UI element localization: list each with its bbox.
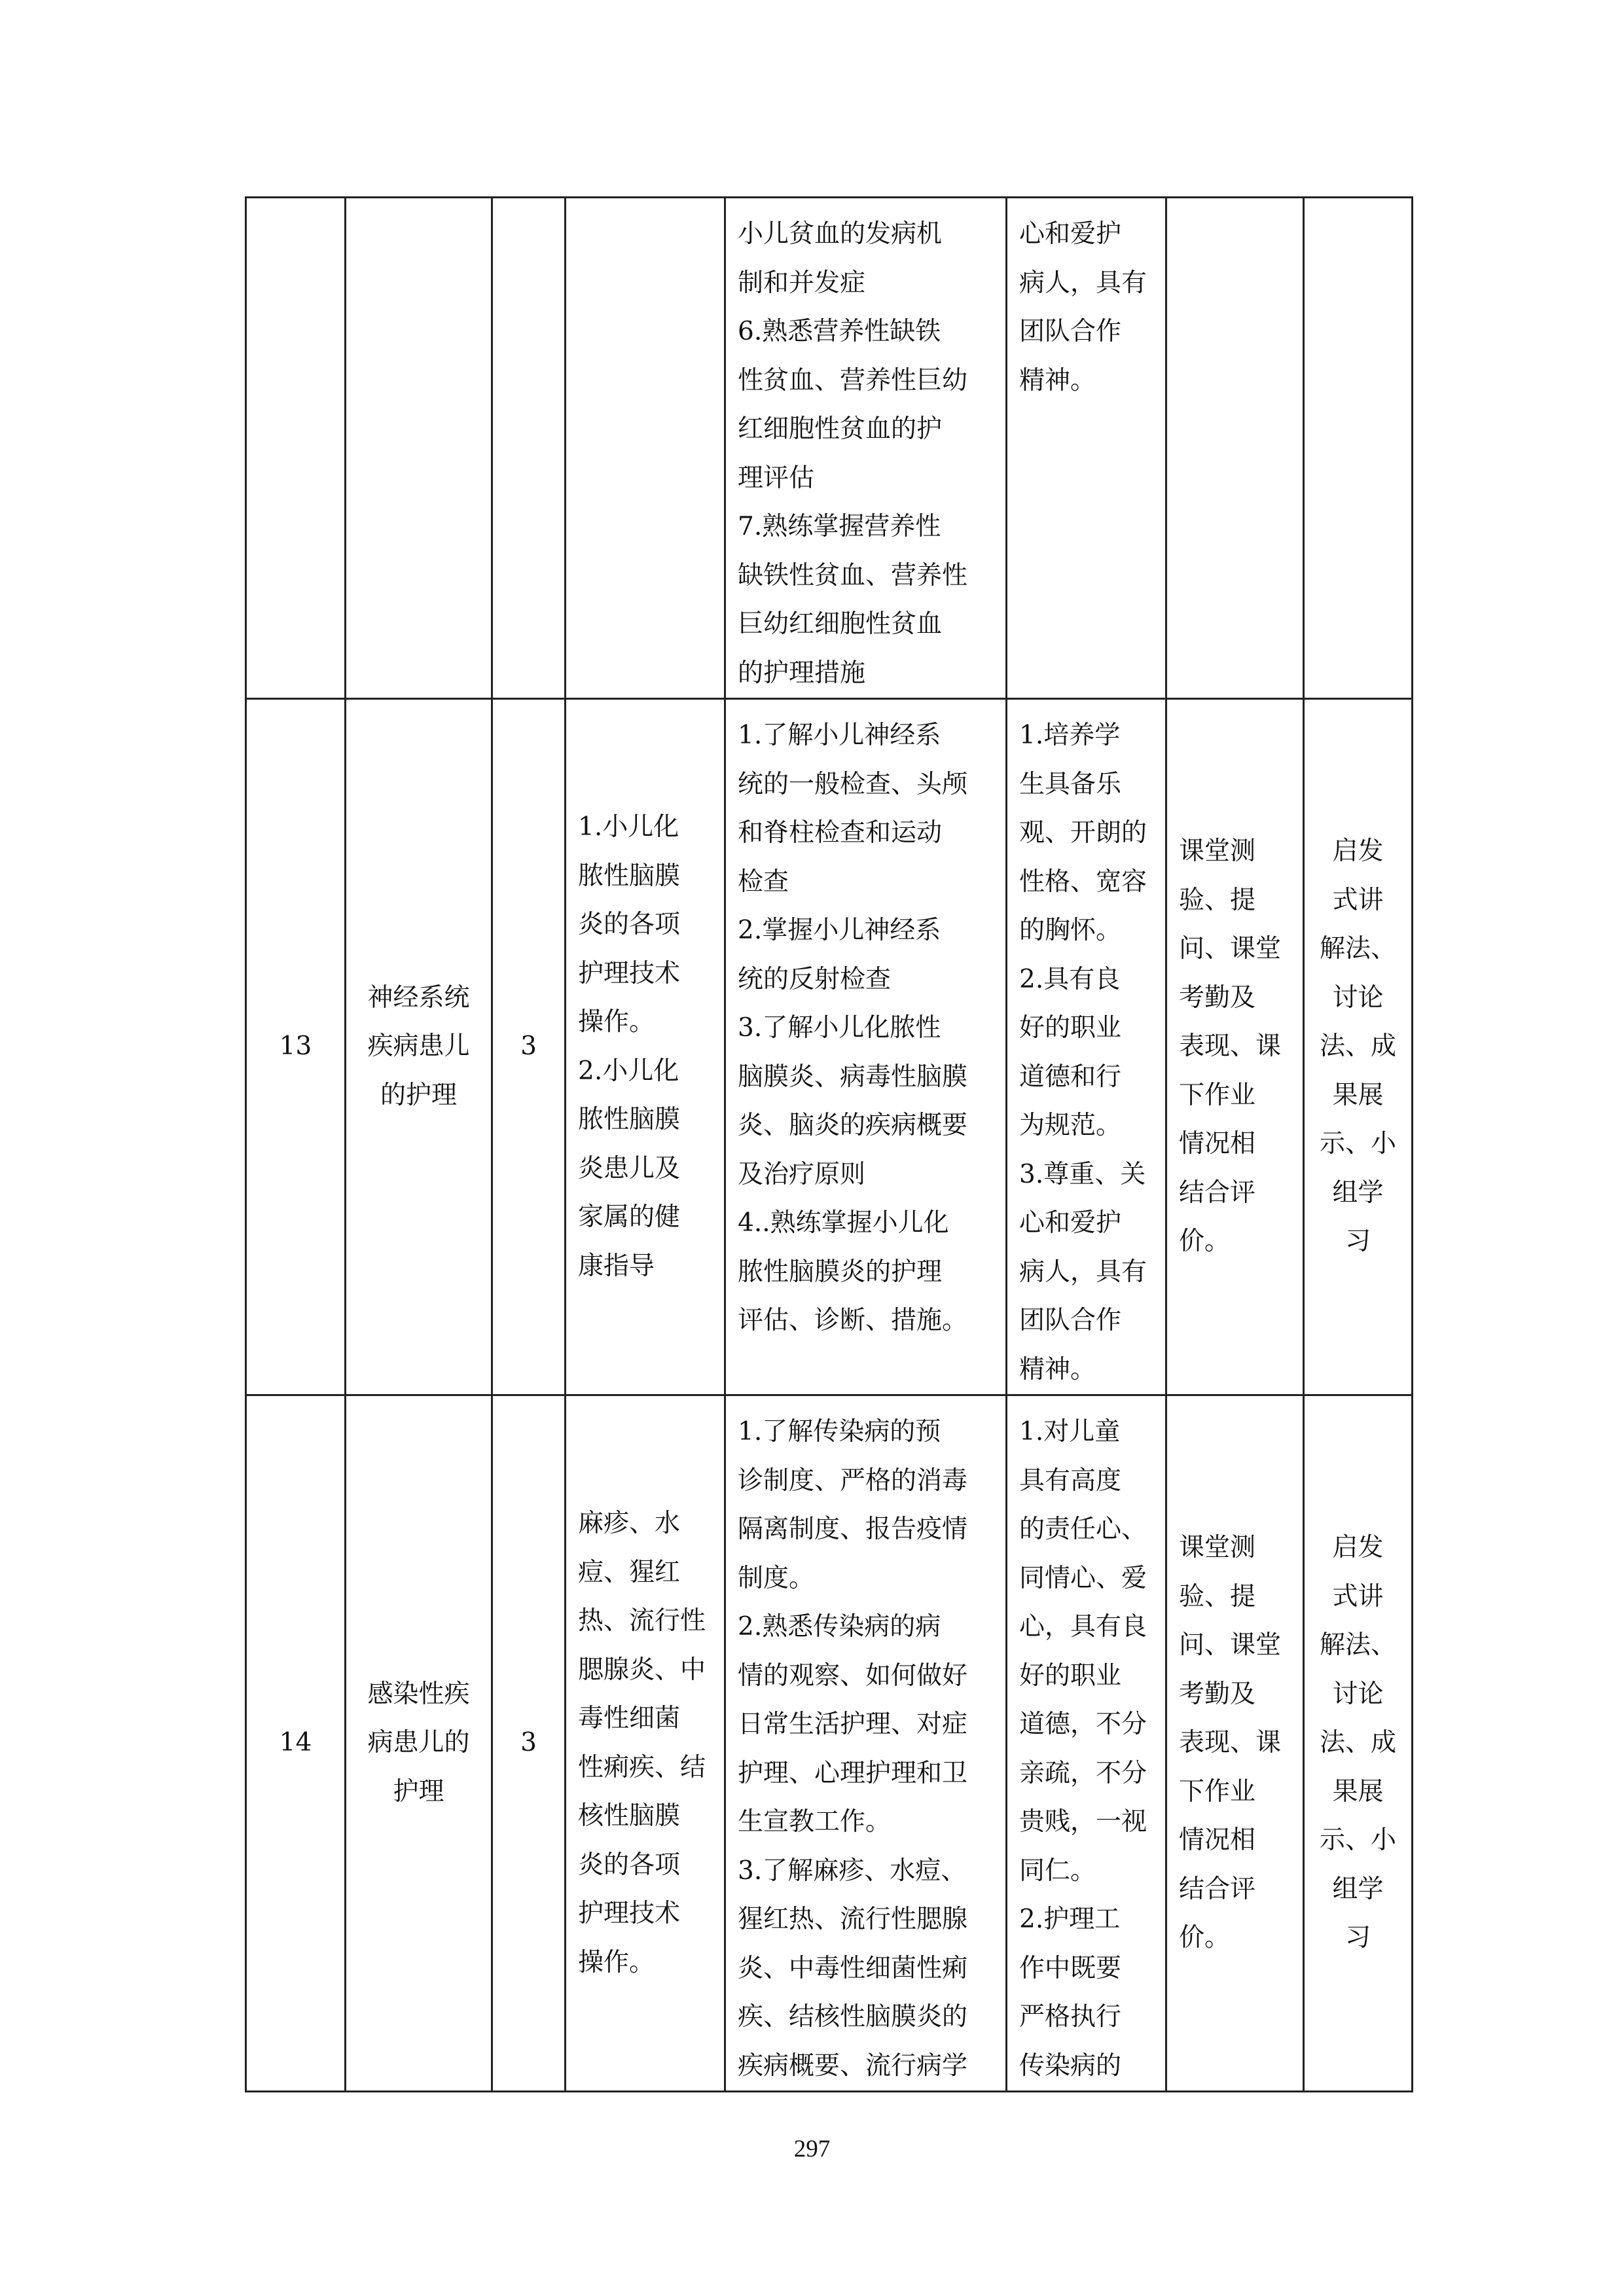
table-row <box>246 1395 1413 2092</box>
module-cell <box>346 699 492 1395</box>
cell-text-line: 心和爱护 <box>1019 1208 1122 1238</box>
cell-text-line: 脑膜炎、病毒性脑膜 <box>738 1062 968 1092</box>
cell-text-line: 腮腺炎、中 <box>578 1655 706 1685</box>
cell-text-line: 生具备乐 <box>1019 769 1122 799</box>
cell-text-line: 热、流行性 <box>578 1606 706 1636</box>
cell-text-line: 小儿贫血的发病机 <box>738 219 943 249</box>
cell-text-line: 评估、诊断、措施。 <box>738 1306 968 1335</box>
cell-text-line: 解法、 <box>1319 934 1396 964</box>
cell-text-line: 制和并发症 <box>738 268 866 298</box>
cell-text-line: 及治疗原则 <box>738 1159 866 1189</box>
cell-text-line: 护理 <box>393 1776 444 1806</box>
cell-text-line: 精神。 <box>1019 365 1096 395</box>
cell-text-line: 团队合作 <box>1019 1306 1122 1335</box>
cell-text-line: 的责任心、 <box>1019 1515 1147 1544</box>
cell-text-line: 操作。 <box>578 1007 655 1037</box>
cell-text-line: 7.熟练掌握营养性 <box>738 512 941 541</box>
cell-text-line: 下作业 <box>1179 1080 1256 1110</box>
cell-text-line: 疾病概要、流行病学 <box>738 2051 968 2081</box>
cell-text-line: 制度。 <box>738 1563 815 1593</box>
cell-text-line: 2.具有良 <box>1019 964 1121 994</box>
cell-text-line: 组学 <box>1332 1874 1384 1904</box>
cell-text-line: 好的职业 <box>1019 1013 1122 1043</box>
quality-cell <box>1007 1395 1166 2092</box>
assessment-cell <box>1166 1395 1304 2092</box>
cell-text-line: 性格、宽容 <box>1019 867 1147 897</box>
cell-text-line: 家属的健 <box>578 1202 681 1232</box>
cell-text-line: 3.尊重、关 <box>1019 1159 1146 1189</box>
cell-text-line: 康指导 <box>578 1251 655 1281</box>
cell-text-line: 炎患儿及 <box>578 1153 681 1183</box>
cell-text-line: 操作。 <box>578 1947 655 1977</box>
cell-text-line: 诊制度、严格的消毒 <box>738 1465 968 1496</box>
cell-text-line: 2.熟悉传染病的病 <box>738 1612 941 1641</box>
cell-text-line: 考勤及 <box>1179 982 1256 1013</box>
cell-text-line: 护理技术 <box>578 1899 681 1928</box>
cell-text-line: 生宣教工作。 <box>738 1807 892 1837</box>
cell-text-line: 团队合作 <box>1019 317 1122 346</box>
cell-text-line: 检查 <box>738 867 789 897</box>
cell-text-line: 病人，具有 <box>1019 268 1147 298</box>
cell-text-line: 病人，具有 <box>1019 1257 1147 1287</box>
cell-text-line: 脓性脑膜炎的护理 <box>738 1257 943 1287</box>
hours-cell: 3 <box>492 699 566 1395</box>
cell-text-line: 价。 <box>1179 1923 1231 1953</box>
cell-text-line: 炎、中毒性细菌性痢 <box>738 1953 968 1983</box>
cell-text-line: 验、提 <box>1179 1581 1256 1611</box>
cell-text-line: 问、课堂 <box>1179 1630 1282 1660</box>
cell-text-line: 习 <box>1344 1227 1371 1257</box>
cell-text-line: 果展 <box>1332 1776 1384 1806</box>
cell-text-line: 法、成 <box>1319 1031 1396 1062</box>
cell-text-line: 习 <box>1344 1923 1371 1953</box>
skills-cell <box>566 699 725 1395</box>
cell-text-line: 道德和行 <box>1019 1062 1122 1092</box>
method-cell <box>1304 1395 1413 2092</box>
assessment-cell <box>1166 699 1304 1395</box>
cell-text-line: 情况相 <box>1179 1129 1256 1159</box>
cell-text-line: 巨幼红细胞性贫血 <box>738 609 943 639</box>
cell-text-line: 情的观察、如何做好 <box>738 1660 968 1691</box>
cell-text-line: 疾、结核性脑膜炎的 <box>738 2002 968 2032</box>
cell-text-line: 1.对儿童 <box>1019 1417 1121 1446</box>
cell-text-line: 统的一般检查、头颅 <box>738 769 968 799</box>
cell-text-line: 性痢疾、结 <box>578 1752 706 1782</box>
module-cell <box>346 1395 492 2092</box>
cell-text-line: 2.小儿化 <box>578 1056 679 1086</box>
knowledge-cell <box>725 1395 1007 2092</box>
quality-cell <box>1007 699 1166 1395</box>
cell-text-line: 2.护理工 <box>1019 1905 1121 1934</box>
method-cell <box>1304 198 1413 699</box>
cell-text-line: 红细胞性贫血的护 <box>738 414 943 444</box>
table-row <box>246 198 1413 699</box>
cell-text-line: 法、成 <box>1319 1728 1396 1758</box>
cell-text-line: 讨论 <box>1332 1679 1384 1709</box>
assessment-cell <box>1166 198 1304 699</box>
cell-text-line: 解法、 <box>1319 1630 1396 1660</box>
cell-text-line: 组学 <box>1332 1177 1384 1208</box>
cell-text-line: 表现、课 <box>1179 1728 1282 1758</box>
cell-text-line: 脓性脑膜 <box>578 861 681 891</box>
cell-text-line: 课堂测 <box>1179 1533 1256 1563</box>
cell-text-line: 核性脑膜 <box>578 1801 681 1831</box>
cell-text-line: 缺铁性贫血、营养性 <box>738 560 968 590</box>
cell-text-line: 炎、脑炎的疾病概要 <box>738 1111 968 1140</box>
index-cell <box>246 198 346 699</box>
cell-text-line: 统的反射检查 <box>738 964 892 994</box>
cell-text-line: 神经系统 <box>367 982 470 1013</box>
cell-text-line: 情况相 <box>1179 1825 1256 1856</box>
index-cell: 14 <box>246 1395 346 2092</box>
cell-text-line: 同仁。 <box>1019 1856 1096 1886</box>
cell-text-line: 式讲 <box>1332 1581 1384 1611</box>
cell-text-line: 3.了解小儿化脓性 <box>738 1013 941 1043</box>
cell-text-line: 日常生活护理、对症 <box>738 1710 968 1739</box>
cell-text-line: 作中既要 <box>1019 1953 1122 1983</box>
cell-text-line: 考勤及 <box>1179 1679 1256 1709</box>
cell-text-line: 传染病的 <box>1019 2051 1122 2081</box>
cell-text-line: 好的职业 <box>1019 1660 1122 1691</box>
index-cell: 13 <box>246 699 346 1395</box>
cell-text-line: 亲疏，不分 <box>1019 1758 1147 1788</box>
cell-text-line: 护理、心理护理和卫 <box>738 1758 968 1788</box>
cell-text-line: 结合评 <box>1179 1177 1256 1208</box>
cell-text-line: 炎的各项 <box>578 1850 681 1880</box>
cell-text-line: 价。 <box>1179 1227 1231 1257</box>
cell-text-line: 果展 <box>1332 1080 1384 1110</box>
cell-text-line: 炎的各项 <box>578 910 681 939</box>
cell-text-line: 验、提 <box>1179 885 1256 915</box>
table-row <box>246 699 1413 1395</box>
cell-text-line: 的胸怀。 <box>1019 916 1122 945</box>
cell-text-line: 问、课堂 <box>1179 934 1282 964</box>
cell-text-line: 6.熟悉营养性缺铁 <box>738 317 941 346</box>
cell-text-line: 脓性脑膜 <box>578 1105 681 1134</box>
cell-text-line: 严格执行 <box>1019 2002 1122 2032</box>
cell-text-line: 课堂测 <box>1179 836 1256 867</box>
cell-text-line: 心和爱护 <box>1019 219 1122 249</box>
cell-text-line: 病患儿的 <box>367 1728 470 1758</box>
cell-text-line: 毒性细菌 <box>578 1704 681 1733</box>
cell-text-line: 示、小 <box>1319 1825 1396 1856</box>
cell-text-line: 具有高度 <box>1019 1465 1122 1496</box>
cell-text-line: 隔离制度、报告疫情 <box>738 1515 968 1544</box>
cell-text-line: 护理技术 <box>578 958 681 988</box>
cell-text-line: 结合评 <box>1179 1874 1256 1904</box>
cell-text-line: 的护理 <box>380 1080 457 1110</box>
cell-text-line: 启发 <box>1332 836 1384 867</box>
cell-text-line: 1.培养学 <box>1019 721 1121 750</box>
knowledge-cell <box>725 699 1007 1395</box>
hours-cell <box>492 198 566 699</box>
cell-text-line: 疾病患儿 <box>367 1031 470 1062</box>
cell-text-line: 式讲 <box>1332 885 1384 915</box>
cell-text-line: 的护理措施 <box>738 658 866 688</box>
cell-text-line: 1.了解小儿神经系 <box>738 721 941 750</box>
cell-text-line: 感染性疾 <box>367 1679 470 1709</box>
cell-text-line: 观、开朗的 <box>1019 818 1147 848</box>
cell-text-line: 启发 <box>1332 1533 1384 1563</box>
cell-text-line: 1.小儿化 <box>578 812 679 842</box>
skills-cell <box>566 1395 725 2092</box>
course-content-table <box>245 196 1413 2092</box>
cell-text-line: 痘、猩红 <box>578 1557 681 1587</box>
cell-text-line: 示、小 <box>1319 1129 1396 1159</box>
cell-text-line: 性贫血、营养性巨幼 <box>738 365 968 395</box>
knowledge-cell <box>725 198 1007 699</box>
cell-text-line: 4..熟练掌握小儿化 <box>738 1208 949 1238</box>
cell-text-line: 为规范。 <box>1019 1111 1122 1140</box>
cell-text-line: 贵贱，一视 <box>1019 1807 1147 1837</box>
cell-text-line: 表现、课 <box>1179 1031 1282 1062</box>
cell-text-line: 猩红热、流行性腮腺 <box>738 1905 968 1934</box>
cell-text-line: 同情心、爱 <box>1019 1563 1147 1593</box>
method-cell <box>1304 699 1413 1395</box>
skills-cell <box>566 198 725 699</box>
cell-text-line: 理评估 <box>738 463 815 493</box>
cell-text-line: 3.了解麻疹、水痘、 <box>738 1856 967 1886</box>
quality-cell <box>1007 198 1166 699</box>
cell-text-line: 2.掌握小儿神经系 <box>738 916 941 945</box>
cell-text-line: 道德，不分 <box>1019 1710 1147 1739</box>
cell-text-line: 精神。 <box>1019 1354 1096 1384</box>
hours-cell: 3 <box>492 1395 566 2092</box>
page-number: 297 <box>793 2136 831 2162</box>
cell-text-line: 和脊柱检查和运动 <box>738 818 943 848</box>
cell-text-line: 麻疹、水 <box>578 1509 681 1538</box>
cell-text-line: 讨论 <box>1332 982 1384 1013</box>
cell-text-line: 1.了解传染病的预 <box>738 1417 941 1446</box>
module-cell <box>346 198 492 699</box>
cell-text-line: 下作业 <box>1179 1776 1256 1806</box>
cell-text-line: 心，具有良 <box>1019 1612 1147 1641</box>
